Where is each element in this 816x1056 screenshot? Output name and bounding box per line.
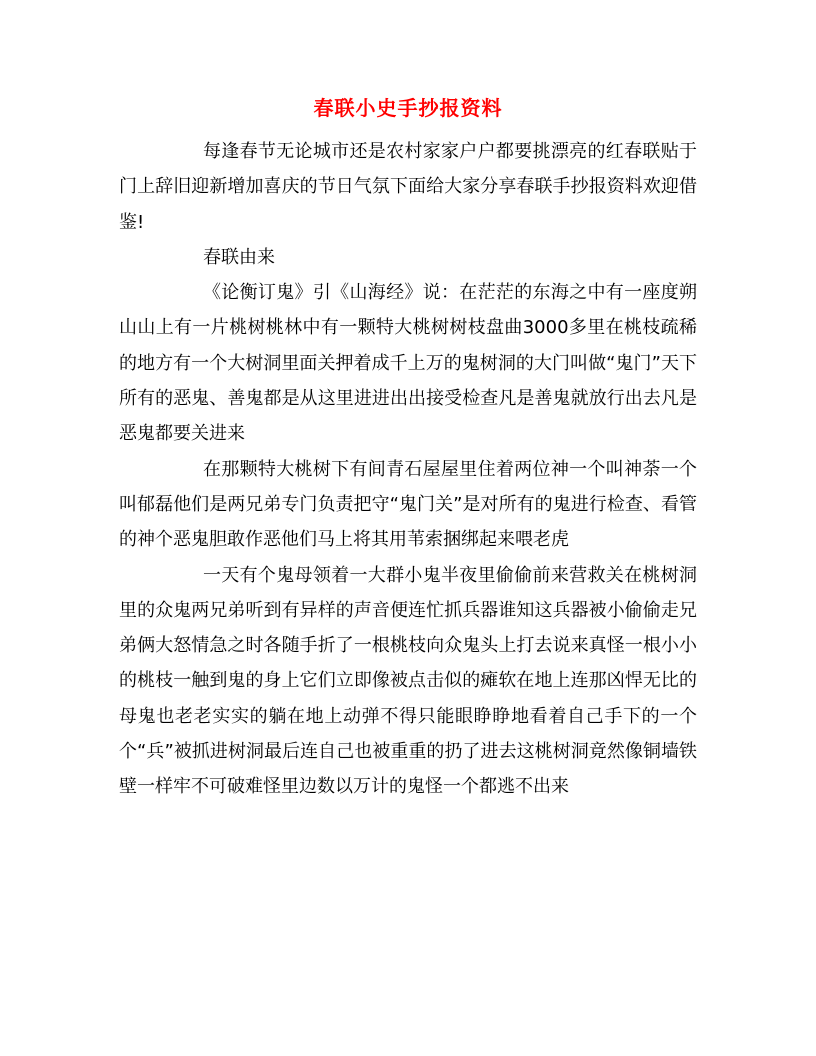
- section-heading: 春联由来: [203, 246, 275, 268]
- intro-paragraph: 每逢春节无论城市还是农村家家户户都要挑漂亮的红春联贴于门上辞旧迎新增加喜庆的节日气氛下面给大家分享春联手抄报资料欢迎借鉴!: [119, 141, 697, 233]
- body-paragraph: 一天有个鬼母领着一大群小鬼半夜里偷偷前来营救关在桃树洞里的众鬼两兄弟听到有异样的声音便连忙抓兵器谁知这兵器被小偷偷走兄弟俩大怒情急之时各随手折了一根桃枝向众鬼头上打去说来真怪一根小小的桃枝一触到鬼的身上它们立即像被点击似的瘫软在地上连那凶悍无比的母鬼也老老实实的躺在地上动弹不得只能眼睁睁地看着自己手下的一个个“兵”被抓进树洞最后连自己也被重重的扔了进去这桃树洞竟然像铜墙铁壁一样牢不可破难怪里边数以万计的鬼怪一个都逃不出来: [119, 564, 697, 798]
- document-body: [119, 134, 697, 805]
- body-paragraph: 在那颗特大桃树下有间青石屋屋里住着两位神一个叫神荼一个叫郁磊他们是两兄弟专门负责把守“鬼门关”是对所有的鬼进行检查、看管的神个恶鬼胆敢作恶他们马上将其用苇索捆绑起来喂老虎: [119, 458, 697, 551]
- page-title: 春联小史手抄报资料: [313, 96, 503, 120]
- body-paragraph: 《论衡订鬼》引《山海经》说：在茫茫的东海之中有一座度朔山山上有一片桃树桃林中有一颗特大桃树树枝盘曲3000多里在桃枝疏稀的地方有一个大树洞里面关押着成千上万的鬼树洞的大门叫做“鬼门”天下所有的恶鬼、善鬼都是从这里进进出出接受检查凡是善鬼就放行出去凡是恶鬼都要关进来: [119, 282, 697, 445]
